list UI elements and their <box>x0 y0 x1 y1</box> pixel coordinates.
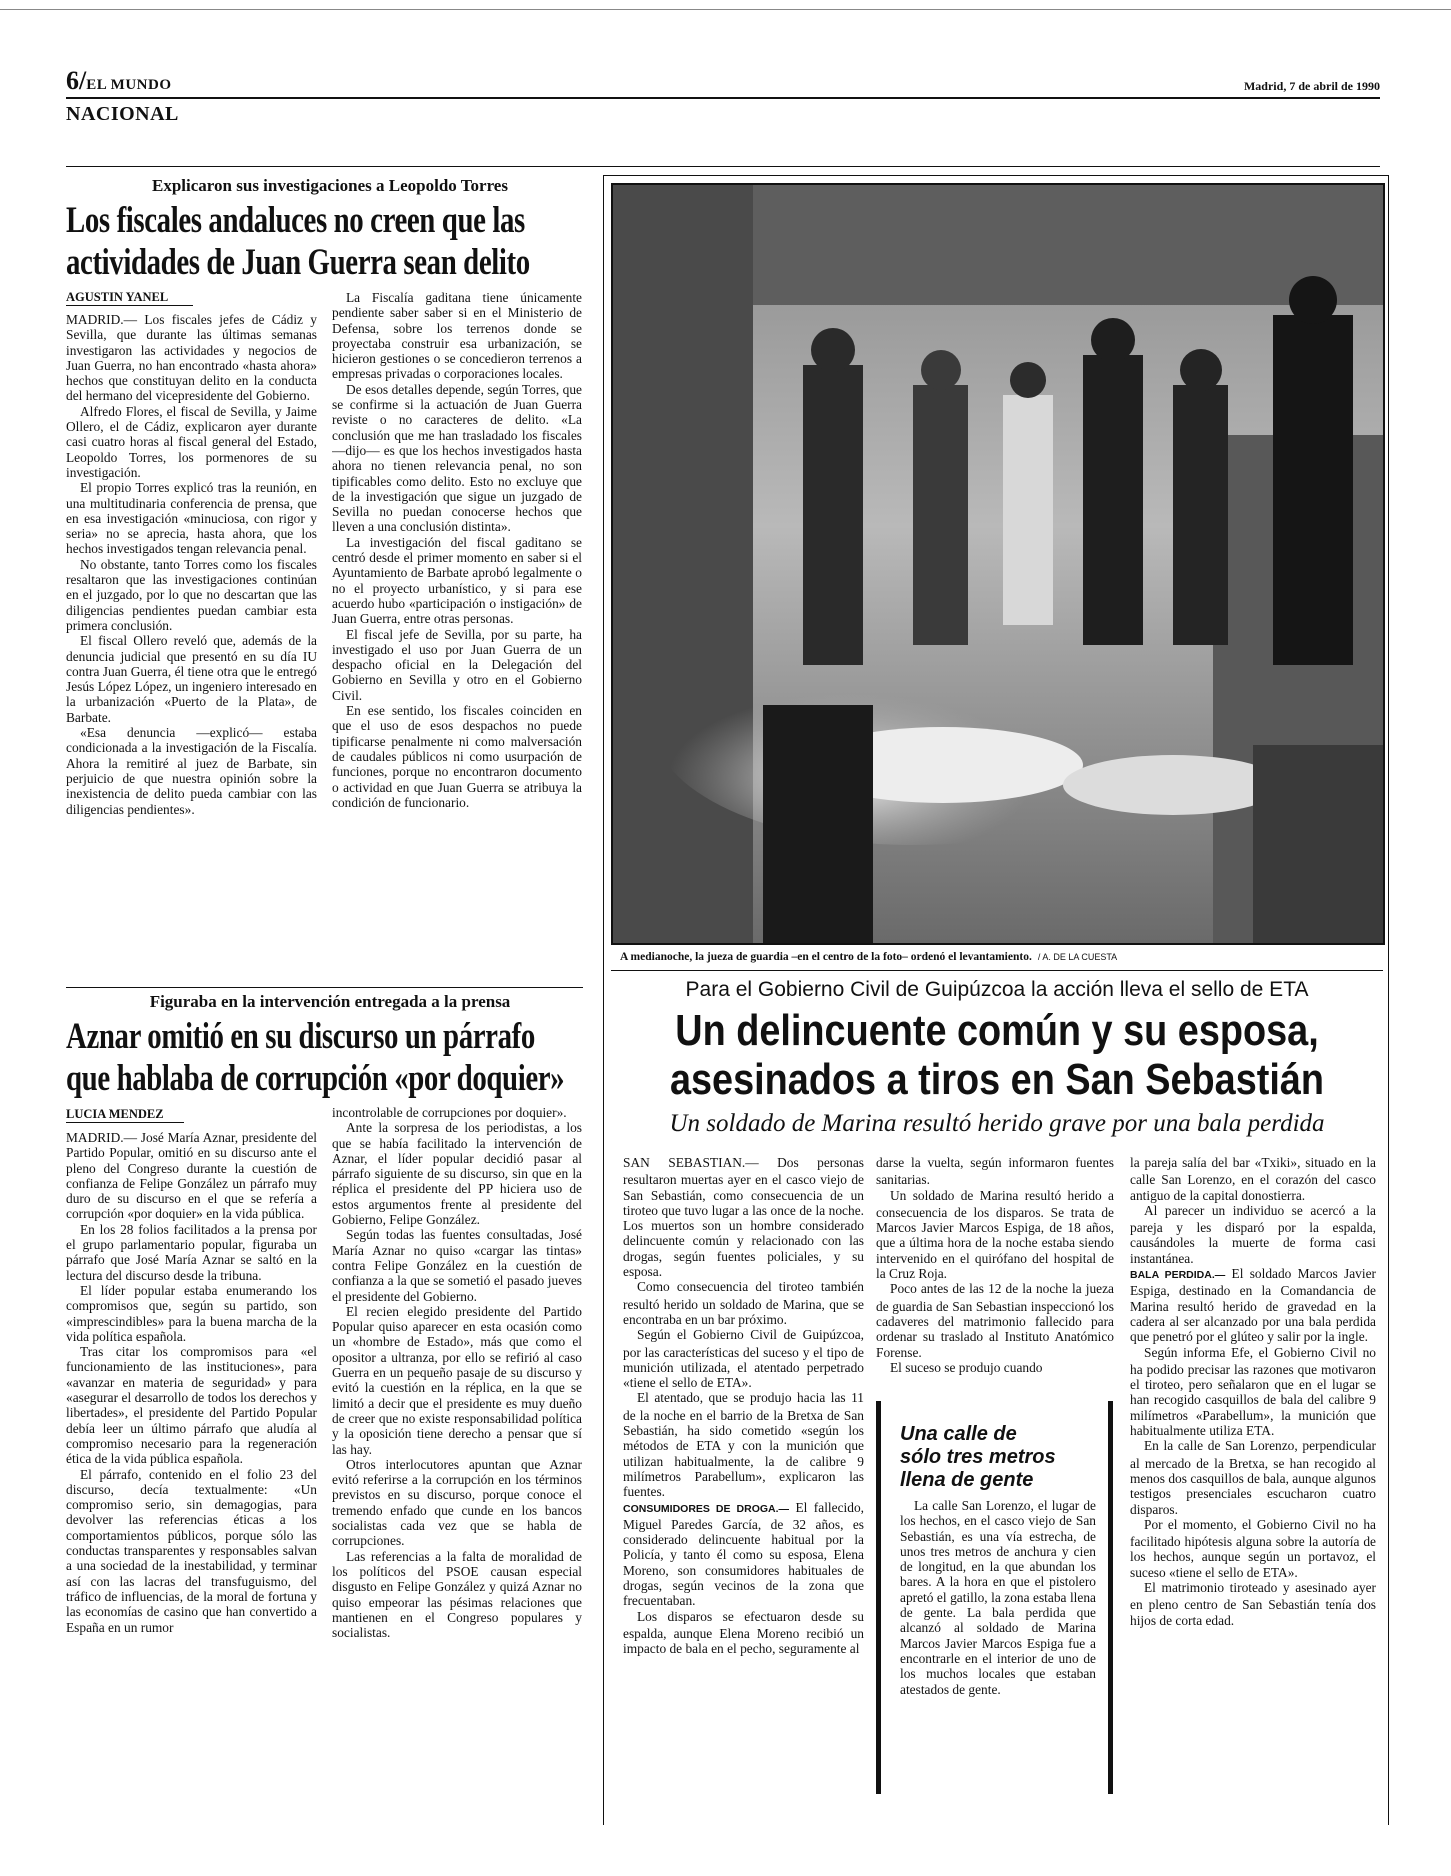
article1-paragraph: El propio Torres explicó tras la reunión, en una multitudinaria conferencia de prensa, que en esa investigación «minuciosa, con rigor y seria» no se aprecia, hasta ahora, que los hechos investigados tengan relevancia penal. <box>66 480 317 557</box>
article3-headline-line2: asesinados a tiros en San Sebastián <box>669 1055 1325 1104</box>
article2-headline-line2: que hablaba de corrupción «por doquier» <box>66 1058 565 1099</box>
photo-image <box>613 185 1383 943</box>
article3-paragraph: darse la vuelta, según informaron fuentes sanitarias. <box>876 1155 1114 1188</box>
article2-paragraph: MADRID.— José María Aznar, presidente del Partido Popular, omitió en su discurso ante el pleno del Congreso durante la cuestión de confianza de Felipe González un párrafo muy duro de su discurso en el que se refería a corrupción «por doquier» en la vida pública. <box>66 1130 317 1222</box>
article2-byline: LUCIA MENDEZ <box>66 1107 164 1121</box>
article3-paragraph: Al parecer un individuo se acercó a la pareja y les disparó por la espalda, causándoles la muerte de forma casi instantánea. <box>1130 1202 1376 1266</box>
paper-name: EL MUNDO <box>86 77 172 93</box>
article1-paragraph: De esos detalles depende, según Torres, que se confirme si la actuación de Juan Guerra reviste o no caracteres de delito. «La conclusión que me han trasladado los fiscales —dijo— es que los hechos investigados hasta ahora no tienen relevancia penal, no son tipificables como delito. Esto no excluye que de la investigación que sigue un juzgado de Sevilla no puedan conocerse hechos que lleven a una conclusión distinta». <box>332 381 582 535</box>
article1-headline-line2: actividades de Juan Guerra sean delito <box>66 242 530 283</box>
top-rule <box>0 9 1451 10</box>
article3-paragraph: Un soldado de Marina resultó herido a consecuencia de los disparos. Se trata de Marcos Javier Marcos Espiga, de 18 años, que a última hora de la noche estaba siendo intervenido en el quirófano del hospital de la Cruz Roja. <box>876 1187 1114 1282</box>
page-number: 6/ <box>66 66 87 95</box>
box-rule-right <box>1108 1401 1113 1794</box>
article3-paragraph: Como consecuencia del tiroteo también resultó herido un soldado de Marina, que se encontraba en un bar próximo. <box>623 1279 864 1327</box>
box-paragraph: La calle San Lorenzo, el lugar de los hechos, en el casco viejo de San Sebastián, es una vía estrecha, de unos tres metros de anchura y cien de longitud, en la que abundan los bares. A la hora en que el pistolero apretó el gatillo, la zona estaba llena de gente. La bala perdida que alcanzó al soldado de Marina Marcos Javier Marcos Espiga fue a encontrarle en el interior de uno de los muchos locales que estaban atestados de gente. <box>900 1498 1096 1697</box>
article1-paragraph: MADRID.— Los fiscales jefes de Cádiz y Sevilla, que durante las últimas semanas investigaron las actividades y negocios de Juan Guerra, no han encontrado «hasta ahora» hechos que constituyan delito en la conducta del hermano del vicepresidente del Gobierno. <box>66 312 317 404</box>
article2-paragraph: En los 28 folios facilitados a la prensa por el grupo parlamentario popular, figuraba un párrafo que José María Aznar se saltó en la lectura del discurso desde la tribuna. <box>66 1221 317 1283</box>
news-photo <box>611 183 1385 945</box>
photo-credit: / A. DE LA CUESTA <box>1037 952 1118 962</box>
article2-column-1 <box>66 1130 317 1820</box>
article1-column-2 <box>332 290 582 990</box>
article3-paragraph: En la calle de San Lorenzo, perpendicular al mercado de la Bretxa, se han recogido al menos dos casquillos de bala, aunque algunos testigos presenciales escucharon cuatro disparos. <box>1130 1438 1376 1517</box>
article3-kicker: Para el Gobierno Civil de Guipúzcoa la acción lleva el sello de ETA <box>685 978 1309 1001</box>
box-body <box>900 1498 1096 1788</box>
article2-paragraph: Tras citar los compromisos para «el funcionamiento de las instituciones», para «avanzar en materia de seguridad» y para «asegurar el desarrollo de todos los derechos y libertades», el presidente del Partido Popular debía leer un último párrafo que aludía al compromiso necesario para la regeneración ética de la vida pública española. <box>66 1344 317 1467</box>
article3-subhead: Un soldado de Marina resultó herido grave por una bala perdida <box>669 1110 1325 1137</box>
article3-frame-right <box>1388 175 1389 1825</box>
box-title-line: sólo tres metros <box>900 1446 1056 1468</box>
article1-column-1 <box>66 312 317 990</box>
article1-paragraph: No obstante, tanto Torres como los fiscales resaltaron que las investigaciones continúan en el juzgado, por lo que no descartan que las diligencias pendientes puedan cambiar esta primera conclusión. <box>66 556 317 633</box>
article3-paragraph: Según informa Efe, el Gobierno Civil no ha podido precisar las razones que motivaron el tiroteo, pero señalaron que en el lugar se han recogido casquillos de bala del calibre 9 milímetros «Parabellum», la munición que habitualmente utiliza ETA. <box>1130 1344 1376 1439</box>
box-title <box>900 1423 1100 1492</box>
photo-caption <box>620 951 1117 963</box>
header-rule <box>66 97 1380 99</box>
article3-paragraph: Según el Gobierno Civil de Guipúzcoa, por las características del suceso y el tipo de munición utilizada, el atentado perpetrado «tiene el sello de ETA». <box>623 1327 864 1391</box>
article3-paragraph: CONSUMIDORES DE DROGA.— El fallecido, Miguel Paredes García, de 32 años, es considerado delincuente habitual por la Policía, y tanto él como su esposa, Elena Moreno, son consumidores habituales de drogas, según vecinos de la zona que frecuentaban. <box>623 1499 864 1609</box>
article2-paragraph: Según todas las fuentes consultadas, José María Aznar no quiso «cargar las tintas» contra Felipe González en la cuestión de confianza a la que se sometió el pasado jueves el presidente del Gobierno. <box>332 1227 582 1304</box>
article-separator <box>66 987 583 988</box>
article3-paragraph: la pareja salía del bar «Txiki», situado en la calle San Lorenzo, en el corazón del casco antiguo de la capital donostierra. <box>1130 1155 1376 1203</box>
article1-kicker: Explicaron sus investigaciones a Leopoldo Torres <box>152 176 508 195</box>
article2-paragraph: Ante la sorpresa de los periodistas, a los que se había facilitado la intervención de Aznar, el líder popular decidió pasar al párrafo siguiente de su discurso, sin que en la réplica el presidente del PP hiciera uso de estos argumentos frente al presidente del Gobierno, Felipe González. <box>332 1120 582 1228</box>
article3-paragraph: Poco antes de las 12 de la noche la jueza de guardia de San Sebastian inspeccionó los cadaveres del matrimonio fallecido para ordenar su traslado al Instituto Anatómico Forense. <box>876 1281 1114 1360</box>
article2-kicker: Figuraba en la intervención entregada a la prensa <box>149 992 511 1011</box>
byline-rule <box>66 1122 184 1123</box>
caption-rule <box>611 970 1383 971</box>
article1-paragraph: La Fiscalía gaditana tiene únicamente pendiente saber saber si en el Ministerio de Defensa, sobre los terrenos donde se proyectaba construir esa urbanización, se hicieron gestiones o se concedieron terrenos a empresas privadas o corporaciones locales. <box>332 290 582 382</box>
article2-paragraph: Las referencias a la falta de moralidad de los políticos del PSOE causan especial disgusto en Felipe González y quizá Aznar no quiso empeorar las pésimas relaciones que mantienen en el Congreso populares y socialistas. <box>332 1548 582 1641</box>
article3-paragraph: Por el momento, el Gobierno Civil no ha facilitado hipótesis alguna sobre la autoría de los hechos, aunque según un portavoz, el suceso «tiene el sello de ETA». <box>1130 1516 1376 1580</box>
article3-paragraph: El matrimonio tiroteado y asesinado ayer en pleno centro de San Sebastián tenía dos hijos de corta edad. <box>1130 1580 1376 1628</box>
article2-headline-line1: Aznar omitió en su discurso un párrafo <box>66 1016 535 1057</box>
page-header <box>66 66 172 96</box>
article2-column-2 <box>332 1105 582 1820</box>
article3-column-3 <box>1130 1155 1376 1820</box>
article2-paragraph: El recien elegido presidente del Partido Popular quiso aparecer en esta ocasión como un «hombre de Estado», más que como el opositor a ultranza, por ello se refirió al caso Guerra en un pequeño pasaje de su discurso y evitó la cuestión en la réplica, en la que se limitó a decir que el presidente es muy dueño de creer que no existe responsabilidad política y la oposición tiene derecho a pensar que sí las hay. <box>332 1303 582 1457</box>
article3-paragraph: BALA PERDIDA.— El soldado Marcos Javier Espiga, destinado en la Comandancia de Marina resultó herido de gravedad en la cadera al ser alcanzado por una bala perdida que penetró por el glúteo y salir por la ingle. <box>1130 1266 1376 1345</box>
issue-date: Madrid, 7 de abril de 1990 <box>1243 79 1380 93</box>
article1-byline: AGUSTIN YANEL <box>66 290 169 304</box>
article1-headline-line1: Los fiscales andaluces no creen que las <box>66 200 525 241</box>
section-rule <box>66 166 1380 167</box>
article3-frame-left <box>603 175 604 1825</box>
article2-paragraph: El párrafo, contenido en el folio 23 del discurso, decía textualmente: «Un compromiso serio, sin demagogias, para devolver las referencias éticas a los comportamientos públicos, porque sólo las conductas transparentes y responsables salvan a una sociedad de la inestabilidad, y terminar así con las lacras del transfuguismo, del tráfico de influencias, de la moral de fortuna y las economías de casino que han convertido a España en un rumor <box>66 1466 317 1635</box>
article1-paragraph: El fiscal jefe de Sevilla, por su parte, ha investigado el uso por Juan Guerra de un despacho oficial en la Delegación del Gobierno en Sevilla y otro en el Gobierno Civil. <box>332 626 582 703</box>
article3-paragraph: El atentado, que se produjo hacia las 11 de la noche en el barrio de la Bretxa de San Sebastián, ha sido cometido «según los métodos de ETA y con la munición que utilizan habitualmente, la de calibre 9 milímetros Parabellum», explicaron las fuentes. <box>623 1390 864 1500</box>
article2-paragraph: incontrolable de corrupciones por doquier». <box>332 1105 567 1120</box>
article3-paragraph: El suceso se produjo cuando <box>890 1359 1043 1375</box>
article1-paragraph: Alfredo Flores, el fiscal de Sevilla, y Jaime Ollero, el de Cádiz, explicaron ayer durante casi cuatro horas al fiscal general del Estado, Leopoldo Torres, los pormenores de su investigación. <box>66 403 317 480</box>
byline-rule <box>66 305 193 306</box>
article1-paragraph: En ese sentido, los fiscales coinciden en que el uso de esos despachos no puede tipificarse penalmente ni como malversación de caudales públicos ni como usurpación de funciones, porque no encontraron documento o actividad en que Juan Guerra se atribuya la condición de funcionario. <box>332 703 582 810</box>
article3-column-2 <box>876 1155 1114 1385</box>
box-rule-left <box>876 1401 881 1794</box>
article2-paragraph: Otros interlocutores apuntan que Aznar evitó referirse a la corrupción en los términos previstos en su discurso, porque conoce el tremendo enfado que cunde en los bancos socialistas cada vez que se habla de corrupciones. <box>332 1456 582 1549</box>
article3-headline-line1: Un delincuente común y su esposa, <box>675 1006 1319 1055</box>
section-title: NACIONAL <box>66 103 179 125</box>
article2-paragraph: El líder popular estaba enumerando los compromisos que, según su partido, son «imprescindibles» para la buena marcha de la vida política española. <box>66 1282 317 1344</box>
box-title-line: Una calle de <box>900 1423 1017 1445</box>
article3-column-1 <box>623 1155 864 1820</box>
photo-caption-text: A medianoche, la jueza de guardia –en el centro de la foto– ordenó el levantamiento. <box>620 951 1032 963</box>
article3-paragraph: Los disparos se efectuaron desde su espalda, aunque Elena Moreno recibió un impacto de bala en el pecho, seguramente al <box>623 1608 864 1657</box>
article1-paragraph: «Esa denuncia —explicó— estaba condicionada a la investigación de la Fiscalía. Ahora la remitiré al juez de Barbate, sin perjuicio de que nuestra opinión sobre la inexistencia de delito pueda cambiar con las diligencias pendientes». <box>66 725 317 817</box>
article1-paragraph: La investigación del fiscal gaditano se centró desde el primer momento en saber si el Ayuntamiento de Barbate aprobó legalmente o no el proyecto urbanístico, y si para ese acuerdo hubo «participación o instigación» de Juan Guerra, entre otras personas. <box>332 534 582 627</box>
box-title-line: llena de gente <box>900 1469 1034 1491</box>
article1-paragraph: El fiscal Ollero reveló que, además de la denuncia judicial que presentó en su día IU contra Juan Guerra, él tiene otra que le entregó Jesús López López, un ingeniero interesado en la urbanización «Puerto de la Plata», de Barbate. <box>66 633 317 725</box>
article3-paragraph: SAN SEBASTIAN.— Dos personas resultaron muertas ayer en el casco viejo de San Sebastián, como consecuencia de un tiroteo que tuvo lugar a las once de la noche. Los muertos son un hombre considerado delincuente común y relacionado con las drogas, según fuentes policiales, y su esposa. <box>623 1155 864 1280</box>
article3-frame-top <box>603 175 1389 176</box>
